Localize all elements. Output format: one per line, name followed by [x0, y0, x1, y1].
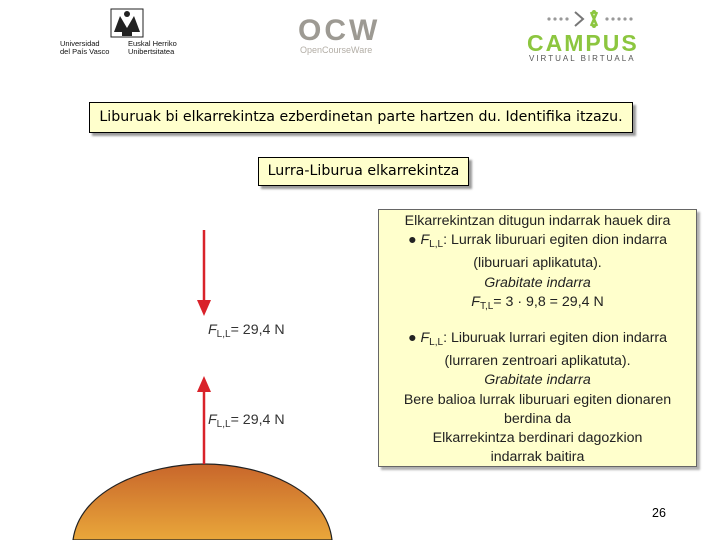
force-subscript: L,L [429, 337, 444, 349]
force-label-top [208, 322, 285, 340]
item1-text: : Lurrak liburuari egiten dion indarra [443, 232, 668, 249]
item2-line4: indarrak baitira [490, 449, 585, 466]
item2-line3: Elkarrekintza berdinari dagozkion [432, 430, 643, 447]
ehu-text-line2: Unibertsitatea [128, 47, 175, 56]
item2-type: Grabitate indarra [484, 372, 591, 389]
force-symbol: F [420, 330, 430, 347]
question-box: Liburuak bi elkarrekintza ezberdinetan parte hartzen du. Identifika itzazu. [89, 102, 633, 133]
campus-logo-title: CAMPUS [527, 30, 639, 56]
item2-text: : Liburuak lurrari egiten dion indarra [443, 330, 668, 347]
ehu-text-line1: Euskal Herriko [128, 39, 177, 48]
page-number: 26 [652, 506, 666, 520]
explanation-intro: Elkarrekintzan ditugun indarrak hauek dira [404, 213, 671, 229]
calc-value: = 3 · 9,8 = 29,4 N [493, 293, 604, 310]
force-symbol: F [208, 412, 217, 428]
force-symbol: F [471, 293, 480, 310]
earth-shape [73, 464, 332, 540]
force-subscript: L,L [429, 239, 444, 251]
ocw-logo-subtitle: OpenCourseWare [300, 45, 373, 55]
bullet-icon: ● [407, 232, 417, 249]
explanation-item1 [379, 231, 696, 254]
item1-note: (liburuari aplikatuta). [473, 255, 602, 272]
explanation-box [378, 209, 697, 467]
force-subscript: T,L [479, 300, 494, 312]
item2-note: (lurraren zentroari aplikatuta). [444, 353, 631, 370]
campus-logo-subtitle: VIRTUAL BIRTUALA [529, 54, 636, 63]
upv-text-line2: del País Vasco [60, 47, 110, 56]
upv-text-line1: Universidad [60, 39, 100, 48]
force-value: = 29,4 N [230, 322, 285, 338]
ocw-logo-title: OCW [298, 14, 381, 47]
force-subscript: L,L [216, 329, 231, 340]
force-symbol: F [420, 232, 430, 249]
item2-line2: berdina da [503, 410, 572, 427]
explanation-item2 [379, 329, 696, 352]
force-value: = 29,4 N [230, 412, 285, 428]
force-subscript: L,L [216, 419, 231, 430]
item2-line1: Bere balioa lurrak liburuari egiten dionaren [403, 391, 672, 408]
force-symbol: F [208, 322, 217, 338]
item1-calc [379, 293, 696, 316]
force-label-bottom [208, 412, 285, 430]
item1-type: Grabitate indarra [484, 274, 591, 291]
interaction-title-box: Lurra-Liburua elkarrekintza [258, 157, 469, 186]
bullet-icon: ● [407, 330, 417, 347]
force-arrow-down [197, 230, 211, 316]
